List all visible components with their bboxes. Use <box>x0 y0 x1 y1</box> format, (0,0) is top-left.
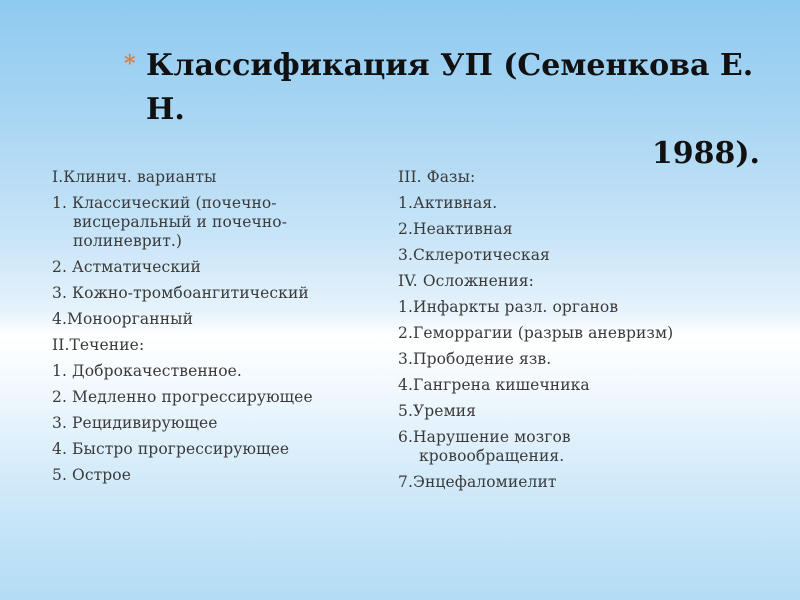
list-item <box>398 402 728 421</box>
list-item-text: 7.Энцефаломиелит <box>398 473 557 491</box>
list-item <box>52 466 372 485</box>
left-column <box>52 168 372 492</box>
list-item-text: 3.Склеротическая <box>398 246 550 264</box>
slide-title <box>120 44 760 176</box>
list-item-continuation: кровообращения. <box>419 447 565 465</box>
list-item <box>398 324 728 343</box>
list-item-text: 4.Гангрена кишечника <box>398 376 590 394</box>
list-item <box>52 388 372 407</box>
list-item-text: II.Течение: <box>52 336 145 354</box>
list-item <box>398 168 728 187</box>
list-item <box>52 336 372 355</box>
list-item <box>52 284 372 303</box>
list-item <box>398 246 728 265</box>
list-item-text: 2. Медленно прогрессирующее <box>52 388 313 406</box>
list-item <box>398 350 728 369</box>
list-item-text: 4. Быстро прогрессирующее <box>52 440 290 458</box>
list-item <box>52 310 372 329</box>
list-item <box>398 473 728 492</box>
list-item-text: 1.Активная. <box>398 194 498 212</box>
list-item <box>398 428 728 466</box>
list-item <box>398 194 728 213</box>
list-item <box>52 168 372 187</box>
list-item <box>398 272 728 291</box>
list-item-text: 6.Нарушение мозгов <box>398 428 571 446</box>
list-item-text: III. Фазы: <box>398 168 476 186</box>
list-item-text: 1. Классический (почечно- <box>52 194 277 212</box>
list-item-text: I.Клинич. варианты <box>52 168 217 186</box>
list-item <box>52 414 372 433</box>
list-item <box>398 220 728 239</box>
title-line-1: Классификация УП (Семенкова Е. Н. <box>146 48 754 127</box>
list-item-text: 3.Прободение язв. <box>398 350 552 368</box>
list-item <box>398 376 728 395</box>
list-item-text: 5.Уремия <box>398 402 477 420</box>
list-item <box>52 440 372 459</box>
list-item-text: 5. Острое <box>52 466 132 484</box>
list-item-text: 2.Геморрагии (разрыв аневризм) <box>398 324 674 342</box>
list-item-text: 2. Астматический <box>52 258 201 276</box>
list-item-continuation: полиневрит.) <box>73 232 183 250</box>
title-bullet-icon: * <box>124 51 136 77</box>
list-item <box>52 194 372 251</box>
list-item-text: IV. Осложнения: <box>398 272 534 290</box>
list-item-text: 2.Неактивная <box>398 220 513 238</box>
list-item <box>52 258 372 277</box>
list-item-text: 3. Рецидивирующее <box>52 414 218 432</box>
right-column <box>398 168 728 499</box>
title-line-2: 1988). <box>651 136 760 171</box>
list-item-text: 4.Моноорганный <box>52 310 193 328</box>
list-item-text: 1. Доброкачественное. <box>52 362 242 380</box>
list-item <box>52 362 372 381</box>
list-item <box>398 298 728 317</box>
list-item-text: 1.Инфаркты разл. органов <box>398 298 619 316</box>
list-item-text: 3. Кожно-тромбоангитический <box>52 284 309 302</box>
list-item-continuation: висцеральный и почечно- <box>73 213 288 231</box>
